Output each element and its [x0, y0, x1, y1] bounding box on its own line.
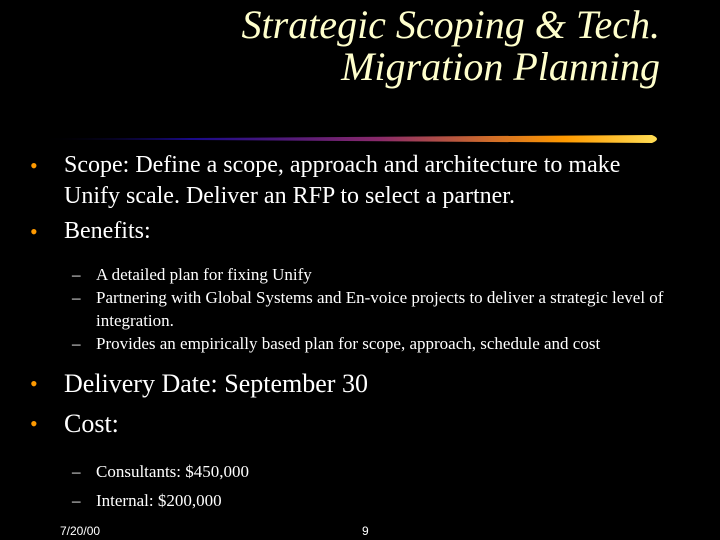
bullet-list	[0, 150, 720, 515]
bullet-delivery	[0, 367, 720, 401]
cost-item	[0, 457, 720, 486]
bullet-scope-text: Scope: Define a scope, approach and architecture to make Unify scale. Deliver an RFP to select a partner.	[64, 152, 621, 209]
spacer	[0, 247, 720, 263]
cost-item	[0, 486, 720, 515]
benefits-sublist	[0, 263, 720, 355]
dash-symbol: –	[72, 288, 81, 307]
footer-page-number: 9	[362, 524, 369, 538]
dash-symbol: –	[72, 462, 81, 481]
cost-sublist	[0, 457, 720, 515]
cost-item-text: Consultants: $450,000	[96, 462, 250, 481]
cost-item-text: Internal: $200,000	[96, 491, 222, 510]
benefit-item-text: Provides an empirically based plan for scope, approach, schedule and cost	[96, 334, 601, 353]
title-divider-rule	[40, 134, 662, 144]
bullet-symbol: •	[30, 153, 38, 178]
benefit-item	[0, 332, 720, 355]
bullet-scope	[0, 150, 720, 212]
benefit-item-text: A detailed plan for fixing Unify	[96, 265, 312, 284]
benefit-item	[0, 263, 720, 286]
benefit-item	[0, 286, 720, 332]
bullet-delivery-text: Delivery Date: September 30	[64, 369, 368, 398]
title-line-2: Migration Planning	[341, 44, 660, 89]
bullet-cost-text: Cost:	[64, 409, 119, 438]
benefit-item-text: Partnering with Global Systems and En-voice projects to deliver a strategic level of integration.	[96, 288, 664, 330]
spacer	[0, 355, 720, 367]
title-line-1: Strategic Scoping & Tech.	[241, 2, 660, 47]
dash-symbol: –	[72, 265, 81, 284]
bullet-symbol: •	[30, 371, 38, 396]
slide-title	[100, 4, 660, 88]
bullet-benefits-text: Benefits:	[64, 218, 151, 244]
spacer	[0, 441, 720, 457]
bullet-benefits	[0, 216, 720, 247]
dash-symbol: –	[72, 334, 81, 353]
bullet-symbol: •	[30, 219, 38, 244]
bullet-symbol: •	[30, 411, 38, 436]
dash-symbol: –	[72, 491, 81, 510]
bullet-cost	[0, 407, 720, 441]
footer-date: 7/20/00	[60, 524, 101, 538]
